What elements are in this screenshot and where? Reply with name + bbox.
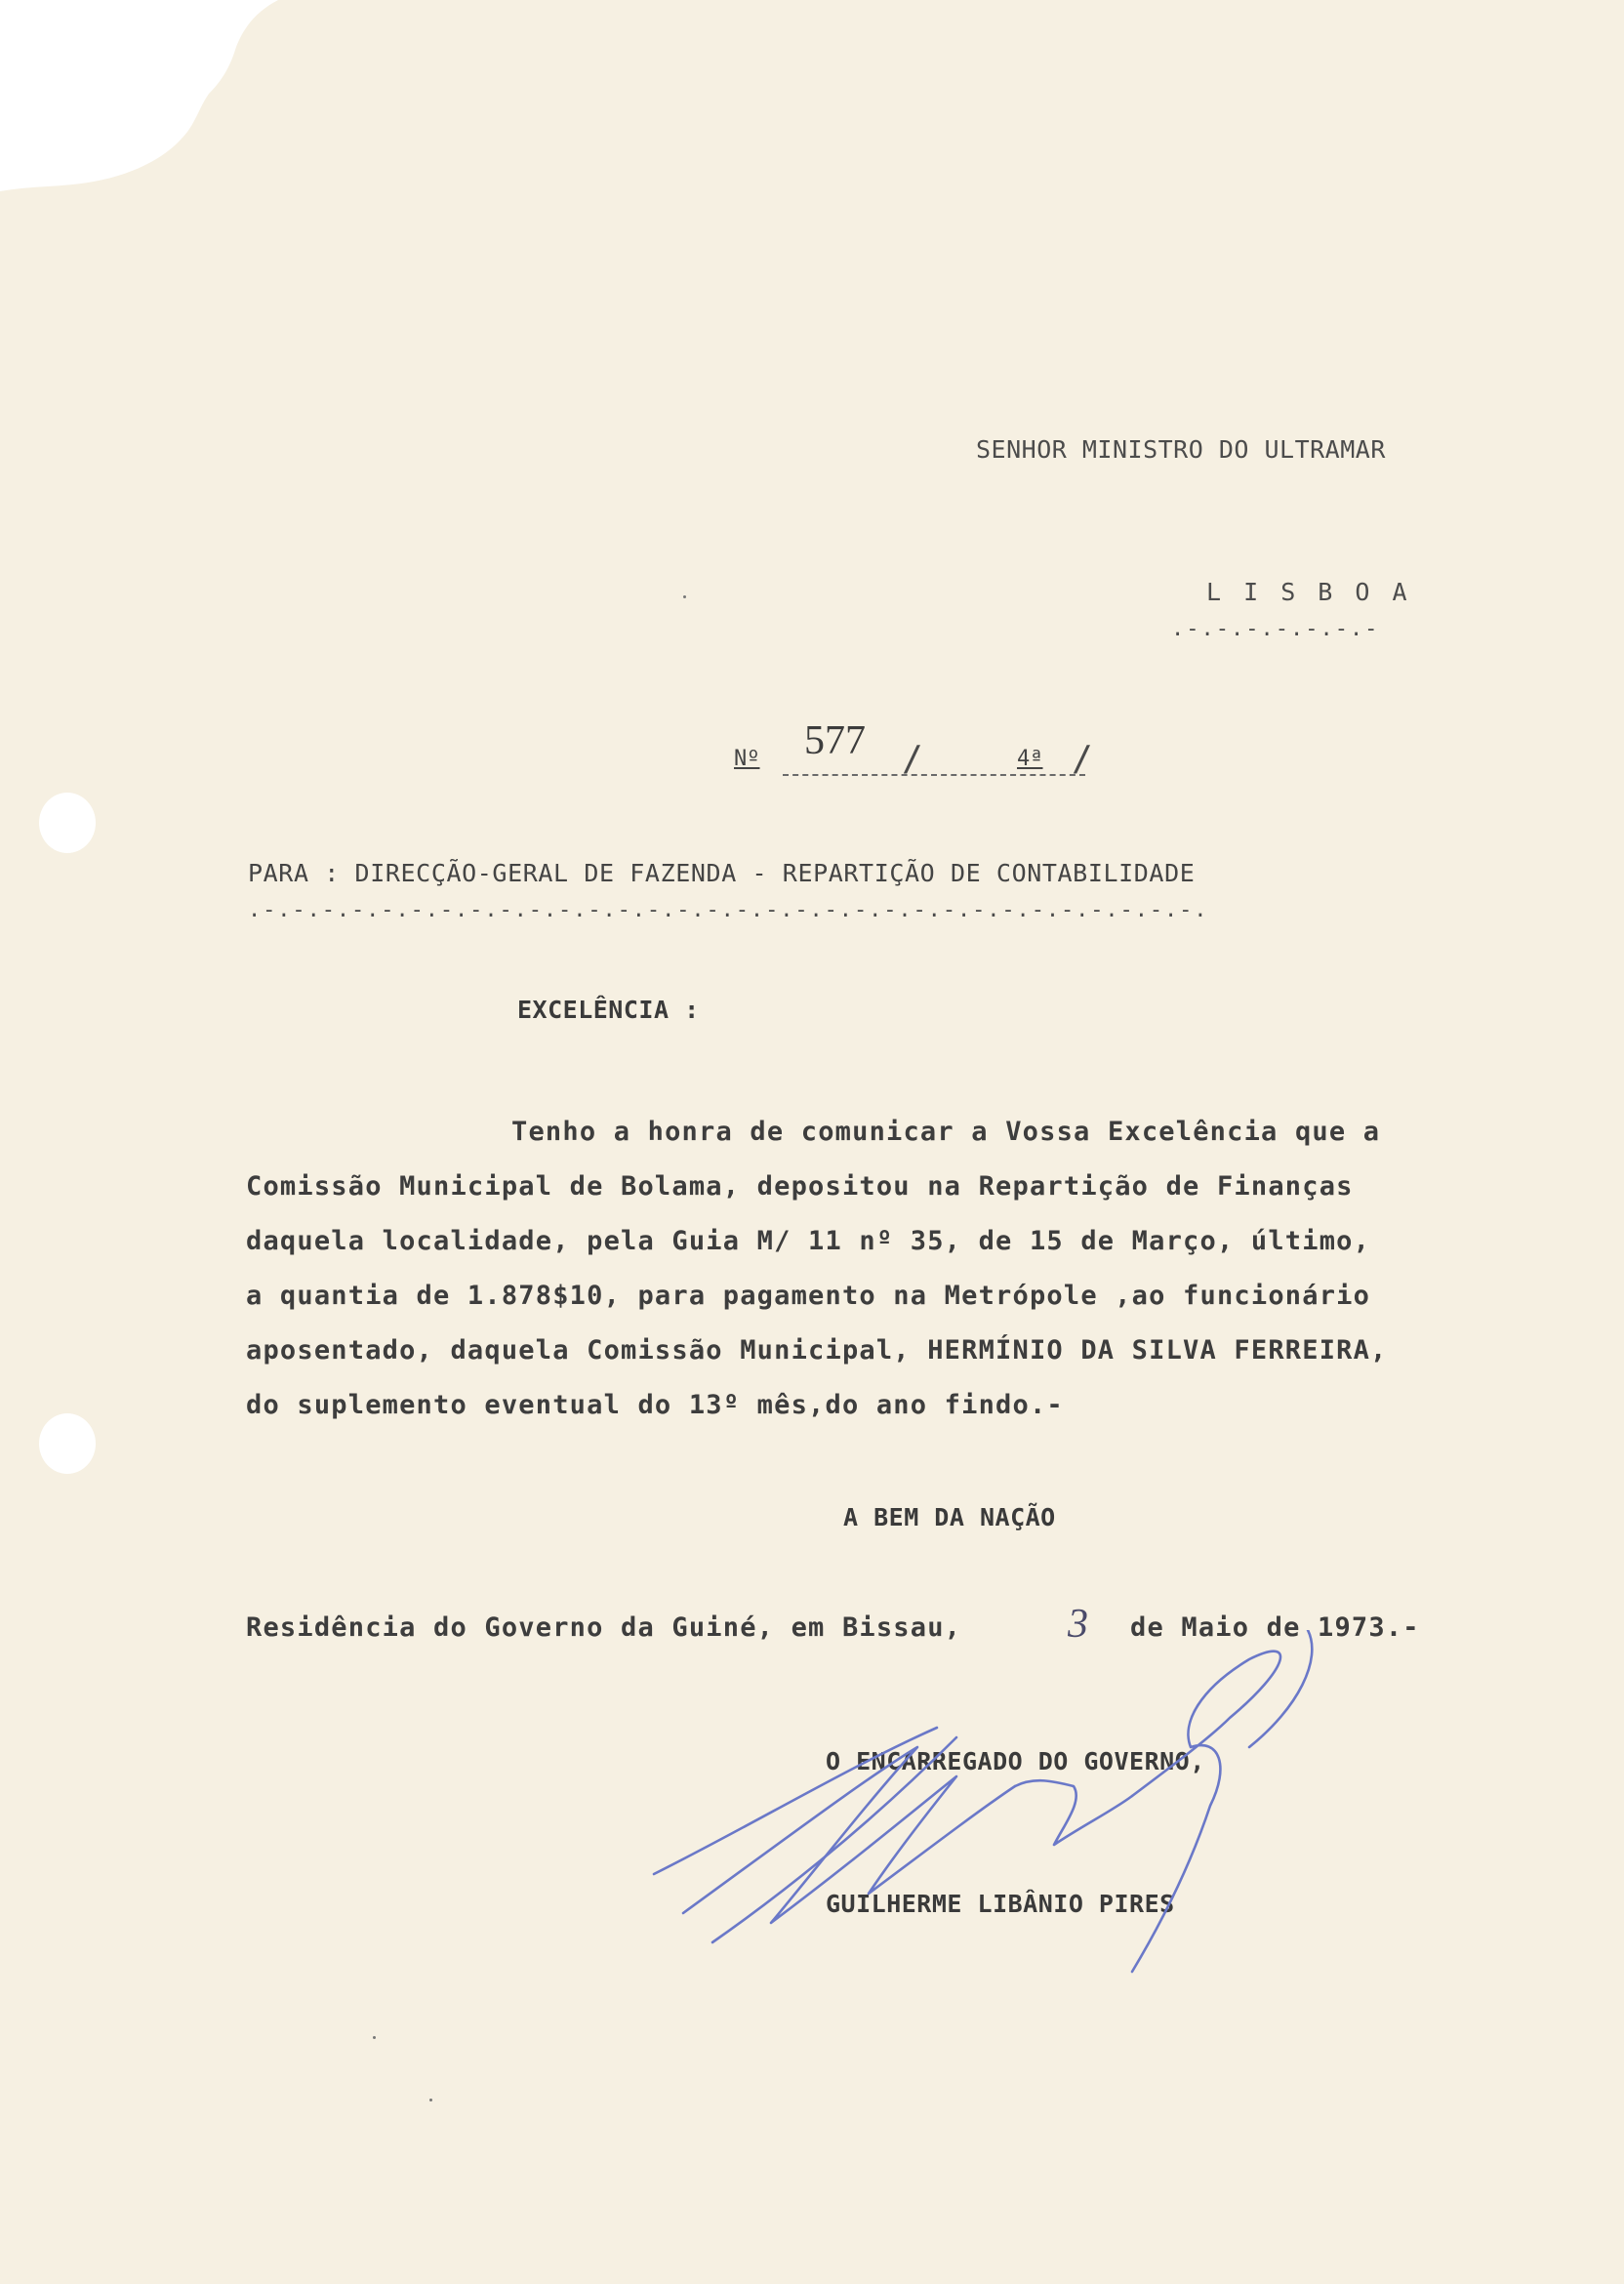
paper-speck bbox=[429, 2099, 432, 2101]
place-date-after: de Maio de 1973.- bbox=[1130, 1612, 1420, 1643]
reference-number bbox=[734, 717, 1193, 779]
body-line: Tenho a honra de comunicar a Vossa Excelência que a bbox=[511, 1117, 1381, 1147]
recipient-line: PARA : DIRECÇÃO-GERAL DE FAZENDA - REPARTIÇÃO DE CONTABILIDADE bbox=[248, 859, 1196, 887]
body-line: a quantia de 1.878$10, para pagamento na Metrópole ,ao funcionário bbox=[246, 1281, 1371, 1311]
addressee-city: L I S B O A bbox=[1206, 578, 1411, 606]
paper-speck bbox=[373, 2036, 376, 2039]
body-line: do suplemento eventual do 13º mês,do ano findo.- bbox=[246, 1390, 1064, 1420]
body-line: daquela localidade, pela Guia M/ 11 nº 35, de 15 de Março, último, bbox=[246, 1226, 1371, 1256]
addressee-city-underline: .-.-.-.-.-.-.- bbox=[1171, 617, 1380, 641]
punch-hole-top bbox=[39, 793, 96, 853]
reference-number-handwritten: 577 bbox=[804, 718, 866, 763]
reference-slash: / bbox=[902, 739, 923, 779]
reference-slash: / bbox=[1072, 739, 1093, 779]
punch-hole-bottom bbox=[39, 1413, 96, 1474]
body-line: aposentado, daquela Comissão Municipal, HERMÍNIO DA SILVA FERREIRA, bbox=[246, 1335, 1388, 1366]
signer-title: O ENCARREGADO DO GOVERNO, bbox=[826, 1747, 1205, 1775]
addressee-line: SENHOR MINISTRO DO ULTRAMAR bbox=[976, 435, 1386, 464]
salutation: EXCELÊNCIA : bbox=[517, 996, 700, 1024]
signer-name: GUILHERME LIBÂNIO PIRES bbox=[826, 1890, 1175, 1918]
reference-tail: 4ª bbox=[1017, 747, 1043, 771]
handwritten-day: 3 bbox=[1068, 1602, 1088, 1647]
body-line: Comissão Municipal de Bolama, depositou na Repartição de Finanças bbox=[246, 1171, 1354, 1202]
recipient-underline: .-.-.-.-.-.-.-.-.-.-.-.-.-.-.-.-.-.-.-.-.-.-.-.-.-.-.-.-.-.-.-.-. bbox=[248, 898, 1209, 922]
reference-dotted-line bbox=[783, 774, 1085, 776]
torn-corner bbox=[0, 0, 283, 205]
reference-label: Nº bbox=[734, 747, 760, 771]
handwritten-signature bbox=[625, 1630, 1405, 1981]
closing-formula: A BEM DA NAÇÃO bbox=[843, 1503, 1056, 1531]
place-date-before: Residência do Governo da Guiné, em Bissau, bbox=[246, 1612, 962, 1643]
paper-speck bbox=[683, 595, 686, 598]
